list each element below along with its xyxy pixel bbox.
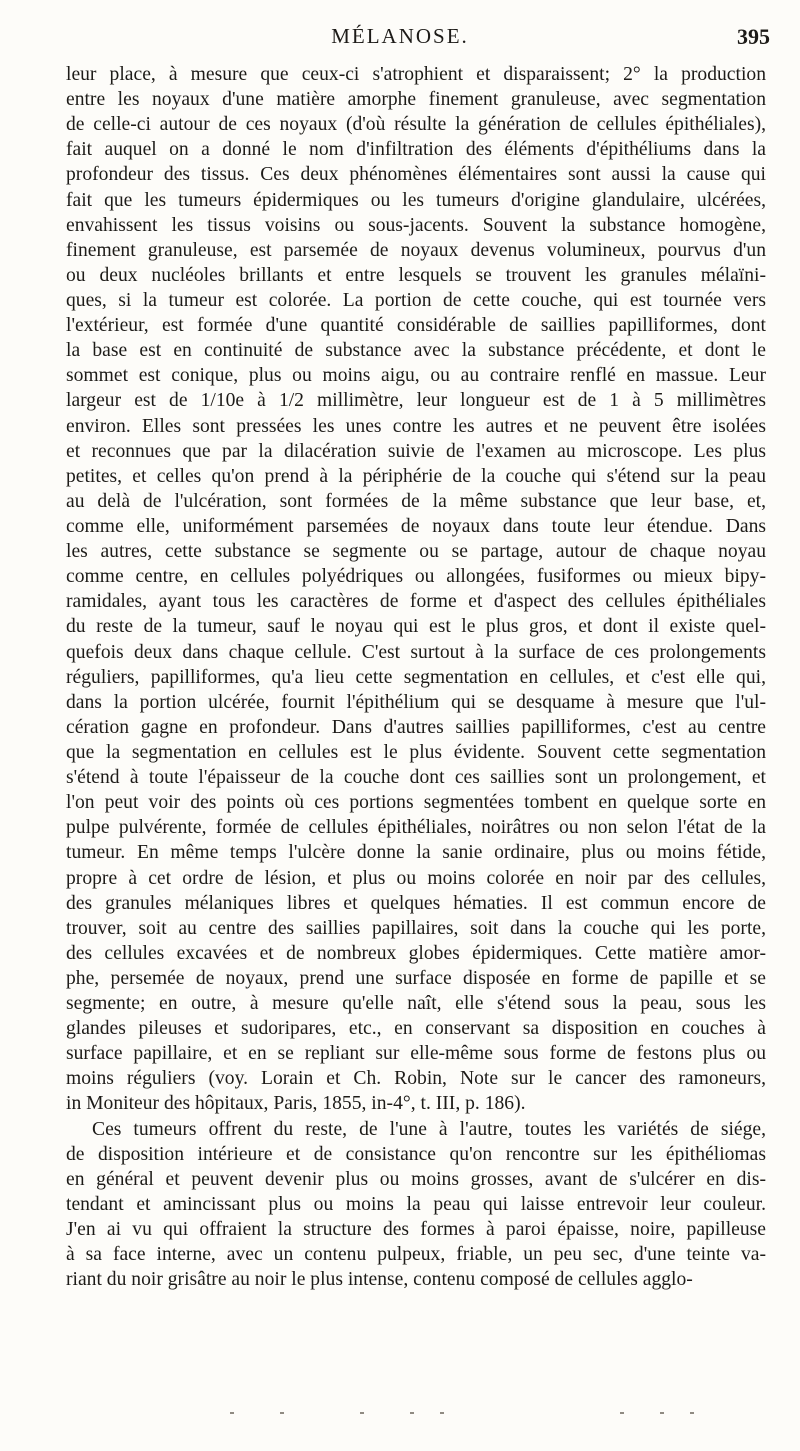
- text-line: environ. Elles sont pressées les unes contre les autres et ne peuvent être isolées: [66, 415, 766, 437]
- text-line: J'en ai vu qui offraient la structure des formes à paroi épaisse, noire, papilleuse: [66, 1219, 766, 1241]
- print-specks: [230, 1408, 730, 1420]
- text-line: trouver, soit au centre des saillies papillaires, soit dans la couche qui les porte,: [66, 917, 766, 939]
- text-line: envahissent les tissus voisins ou sous-jacents. Souvent la substance homogène,: [66, 214, 766, 236]
- text-line: que la segmentation en cellules est le plus évidente. Souvent cette segmentation: [66, 741, 766, 763]
- text-line: dans la portion ulcérée, fournit l'épithélium qui se desquame à mesure que l'ul-: [66, 691, 766, 713]
- text-line: propre à cet ordre de lésion, et plus ou moins colorée en noir par des cellules,: [66, 867, 766, 889]
- text-line: des cellules excavées et de nombreux globes épidermiques. Cette matière amor-: [66, 942, 766, 964]
- text-line: finement granuleuse, est parsemée de noyaux devenus volumineux, pourvus d'un: [66, 239, 766, 261]
- text-line: sommet est conique, plus ou moins aigu, ou au contraire renflé en massue. Leur: [66, 365, 766, 387]
- text-line: pulpe pulvérente, formée de cellules épithéliales, noirâtres ou non selon l'état de la: [66, 817, 766, 839]
- text-line: tendant et amincissant plus ou moins la peau qui laisse entrevoir leur couleur.: [66, 1193, 766, 1215]
- text-line: les autres, cette substance se segmente ou se partage, autour de chaque noyau: [66, 541, 766, 563]
- text-line: petites, et celles qu'on prend à la périphérie de la couche qui s'étend sur la peau: [66, 465, 766, 487]
- text-line: fait que les tumeurs épidermiques ou les tumeurs d'origine glandulaire, ulcérées,: [66, 189, 766, 211]
- text-line: profondeur des tissus. Ces deux phénomènes élémentaires sont aussi la cause qui: [66, 164, 766, 186]
- text-line: l'on peut voir des points où ces portions segmentées tombent en quelque sorte en: [66, 792, 766, 814]
- text-line: du reste de la tumeur, sauf le noyau qui est le plus gros, et dont il existe quel-: [66, 616, 766, 638]
- text-line: segmente; en outre, à mesure qu'elle naît, elle s'étend sous la peau, sous les: [66, 993, 766, 1015]
- text-line: in Moniteur des hôpitaux, Paris, 1855, in-4°, t. III, p. 186).: [66, 1093, 526, 1115]
- running-head: [0, 24, 800, 54]
- text-line: à sa face interne, avec un contenu pulpeux, friable, un peu sec, d'une teinte va-: [66, 1244, 766, 1266]
- text-line: au delà de l'ulcération, sont formées de la même substance que leur base, et,: [66, 490, 766, 512]
- text-line: surface papillaire, et en se repliant sur elle-même sous forme de festons plus ou: [66, 1043, 766, 1065]
- text-line: largeur est de 1/10e à 1/2 millimètre, leur longueur est de 1 à 5 millimètres: [66, 390, 766, 412]
- text-line: ques, si la tumeur est colorée. La portion de cette couche, qui est tournée vers: [66, 289, 766, 311]
- text-line: Ces tumeurs offrent du reste, de l'une à l'autre, toutes les variétés de siége,: [92, 1118, 766, 1140]
- text-line: en général et peuvent devenir plus ou moins grosses, avant de s'ulcérer en dis-: [66, 1168, 766, 1190]
- text-line: l'extérieur, est formée d'une quantité considérable de saillies papilliformes, dont: [66, 315, 766, 337]
- text-line: réguliers, papilliformes, qu'a lieu cette segmentation en cellules, et c'est elle qui,: [66, 666, 766, 688]
- text-line: ramidales, ayant tous les caractères de forme et d'aspect des cellules épithéliales: [66, 591, 766, 613]
- text-line: moins réguliers (voy. Lorain et Ch. Robin, Note sur le cancer des ramoneurs,: [66, 1068, 766, 1090]
- page-number: 395: [737, 24, 770, 49]
- text-line: la base est en continuité de substance avec la substance précédente, et dont le: [66, 340, 766, 362]
- text-line: et reconnues que par la dilacération suivie de l'examen au microscope. Les plus: [66, 440, 766, 462]
- text-line: entre les noyaux d'une matière amorphe finement granuleuse, avec segmentation: [66, 89, 766, 111]
- text-line: quefois deux dans chaque cellule. C'est surtout à la surface de ces prolongements: [66, 641, 766, 663]
- text-line: de disposition intérieure et de consistance qu'on rencontre sur les épithéliomas: [66, 1143, 766, 1165]
- text-line: glandes pileuses et sudoripares, etc., en conservant sa disposition en couches à: [66, 1018, 766, 1040]
- text-line: phe, persemée de noyaux, prend une surface disposée en forme de papille et se: [66, 967, 766, 989]
- body-text: [66, 62, 766, 1292]
- text-line: de celle-ci autour de ces noyaux (d'où résulte la génération de cellules épithéliales),: [66, 114, 766, 136]
- text-line: comme elle, uniformément parsemées de noyaux dans toute leur étendue. Dans: [66, 515, 766, 537]
- text-line: s'étend à toute l'épaisseur de la couche dont ces saillies sont un prolongement, et: [66, 767, 766, 789]
- text-line: riant du noir grisâtre au noir le plus intense, contenu composé de cellules agglo-: [66, 1269, 693, 1291]
- running-title: MÉLANOSE.: [331, 24, 469, 48]
- text-line: ou deux nucléoles brillants et entre lesquels se trouvent les granules mélaïni-: [66, 264, 766, 286]
- text-line: fait auquel on a donné le nom d'infiltration des éléments d'épithéliums dans la: [66, 139, 766, 161]
- text-line: comme centre, en cellules polyédriques ou allongées, fusiformes ou mieux bipy-: [66, 566, 766, 588]
- text-line: des granules mélaniques libres et quelques hématies. Il est commun encore de: [66, 892, 766, 914]
- text-line: cération gagne en profondeur. Dans d'autres saillies papilliformes, c'est au centre: [66, 716, 766, 738]
- text-line: leur place, à mesure que ceux-ci s'atrophient et disparaissent; 2° la production: [66, 64, 766, 85]
- text-line: tumeur. En même temps l'ulcère donne la sanie ordinaire, plus ou moins fétide,: [66, 842, 766, 864]
